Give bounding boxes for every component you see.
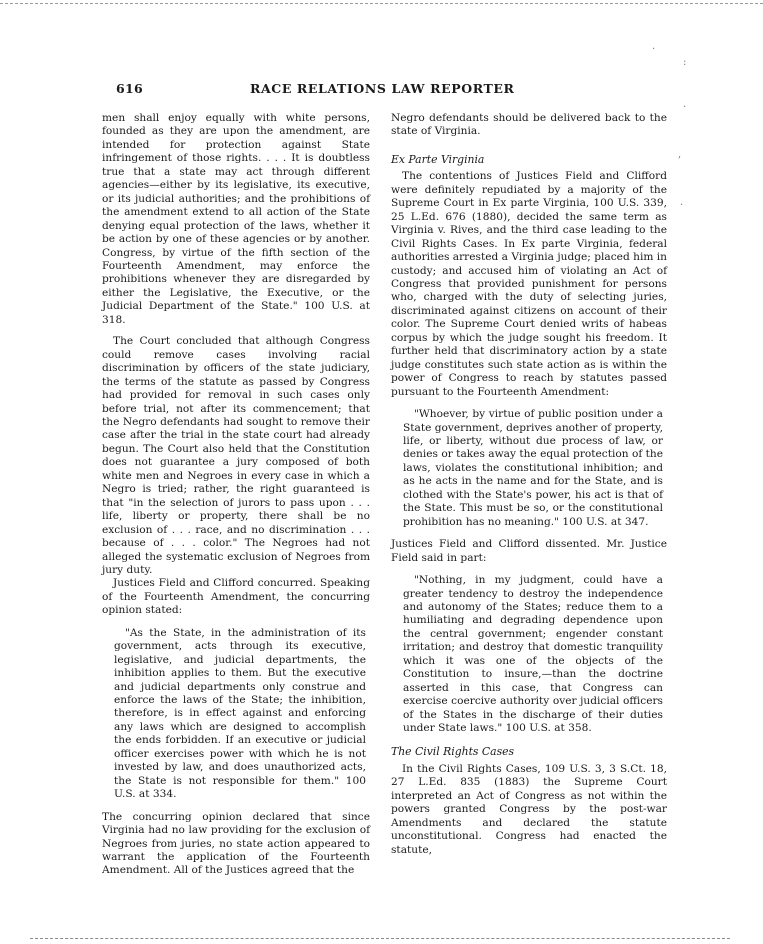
scan-speck: ,: [678, 149, 682, 160]
right-column: [391, 112, 667, 857]
paragraph-civil-rights: In the Civil Rights Cases, 109 U.S. 3, 3 S.Ct. 18, 27 L.Ed. 835 (1883) the Supreme Court interpreted an Act of Congress as not within the powers granted Congress by the post-war Amendments and declared the statute unconstitutional. Congress had enacted the statute,: [391, 762, 667, 856]
paragraph-concurring-declared: The concurring opinion declared that since Virginia had no law providing for the exclusion of Negroes from juries, no state action appeared to warrant the application of the Fourteenth Amendment. All of the Justices agreed that the: [102, 810, 370, 877]
scan-speck: :: [683, 57, 687, 68]
left-column: [102, 112, 370, 878]
page-number: 616: [116, 81, 143, 96]
section-heading-ex-parte: Ex Parte Virginia: [391, 152, 485, 166]
scan-top-edge: [0, 3, 763, 4]
paragraph-court-concluded: The Court concluded that although Congress could remove cases involving racial discrimination by officers of the state judiciary, the terms of the statute as passed by Congress had provided for removal in such cases only before trial, not after its commencement; that the Negro defendants had sought to remove their case after the trial in the state court had already begun. The Court also held that the Constitution does not guarantee a jury composed of both white men and Negroes in every case in which a Negro is tried; rather, the right guaranteed is that "in the selection of jurors to pass upon . . . life, liberty or property, there shall be no exclusion of . . . race, and no discrimination . . . because of . . . color." The Negroes had not alleged the systematic exclusion of Negroes from jury duty.: [102, 335, 370, 576]
paragraph-dissented: Justices Field and Clifford dissented. Mr. Justice Field said in part:: [391, 538, 667, 564]
section-heading-civil-rights: The Civil Rights Cases: [391, 745, 515, 759]
scan-speck: .: [652, 41, 656, 52]
paragraph-continuation: Negro defendants should be delivered back to the state of Virginia.: [391, 112, 667, 138]
block-quote-nothing: "Nothing, in my judgment, could have a greater tendency to destroy the independence and autonomy of the States; reduce them to a humiliating and degrading dependence upon the central government; engender constant irritation; and destroy that domestic tranquility which it was one of the objects of the Constitution to insure,—than the doctrine asserted in this case, that Congress can exercise coercive authority over judicial officers of the States in the discharge of their duties under State laws." 100 U.S. at 358.: [403, 574, 663, 735]
scan-bottom-edge: [30, 938, 730, 939]
quote-continuation: men shall enjoy equally with white persons, founded as they are upon the amendment, are intended for protection against State infringement of those rights. . . . It is doubtless true that a state may act through different agencies—either by its legislative, its executive, or its judicial authorities; and the prohibitions of the amendment extend to all action of the State denying equal protection of the laws, whether it be action by one of these agencies or by another. Congress, by virtue of the fifth section of the Fourteenth Amendment, may enforce the prohibitions whenever they are disregarded by either the Legislative, the Executive, or the Judicial Department of the State." 100 U.S. at 318.: [102, 112, 370, 326]
scan-speck: .: [680, 197, 684, 208]
scan-speck: .: [683, 99, 687, 110]
paragraph-concurred: Justices Field and Clifford concurred. Speaking of the Fourteenth Amendment, the concurring opinion stated:: [102, 577, 370, 617]
block-quote-concurring: "As the State, in the administration of its government, acts through its executive, legislative, and judicial departments, the inhibition applies to them. But the executive and judicial departments only construe and enforce the laws of the State; the inhibition, therefore, is in effect against and enforcing any laws which are designed to accomplish the ends forbidden. If an executive or judicial officer exercises power with which he is not invested by law, and does unauthorized acts, the State is not responsible for them." 100 U.S. at 334.: [114, 626, 366, 801]
running-header: RACE RELATIONS LAW REPORTER: [250, 81, 515, 96]
block-quote-whoever: "Whoever, by virtue of public position under a State government, deprives another of property, life, or liberty, without due process of law, or denies or takes away the equal protection of the laws, violates the constitutional inhibition; and as he acts in the name and for the State, and is clothed with the State's power, his act is that of the State. This must be so, or the constitutional prohibition has no meaning." 100 U.S. at 347.: [403, 408, 664, 528]
paragraph-ex-parte: The contentions of Justices Field and Clifford were definitely repudiated by a majority of the Supreme Court in Ex parte Virginia, 100 U.S. 339, 25 L.Ed. 676 (1880), decided the same term as Virginia v. Rives, and the third case leading to the Civil Rights Cases. In Ex parte Virginia, federal authorities arrested a Virginia judge; placed him in custody; and accused him of violating an Act of Congress that provided punishment for persons who, charged with the duty of selecting juries, discriminated against citizens on account of their color. The Supreme Court denied writs of habeas corpus by which the judge sought his freedom. It further held that discriminatory action by a state judge constitutes such state action as is within the power of Congress to reach by statutes passed pursuant to the Fourteenth Amendment:: [391, 170, 667, 398]
